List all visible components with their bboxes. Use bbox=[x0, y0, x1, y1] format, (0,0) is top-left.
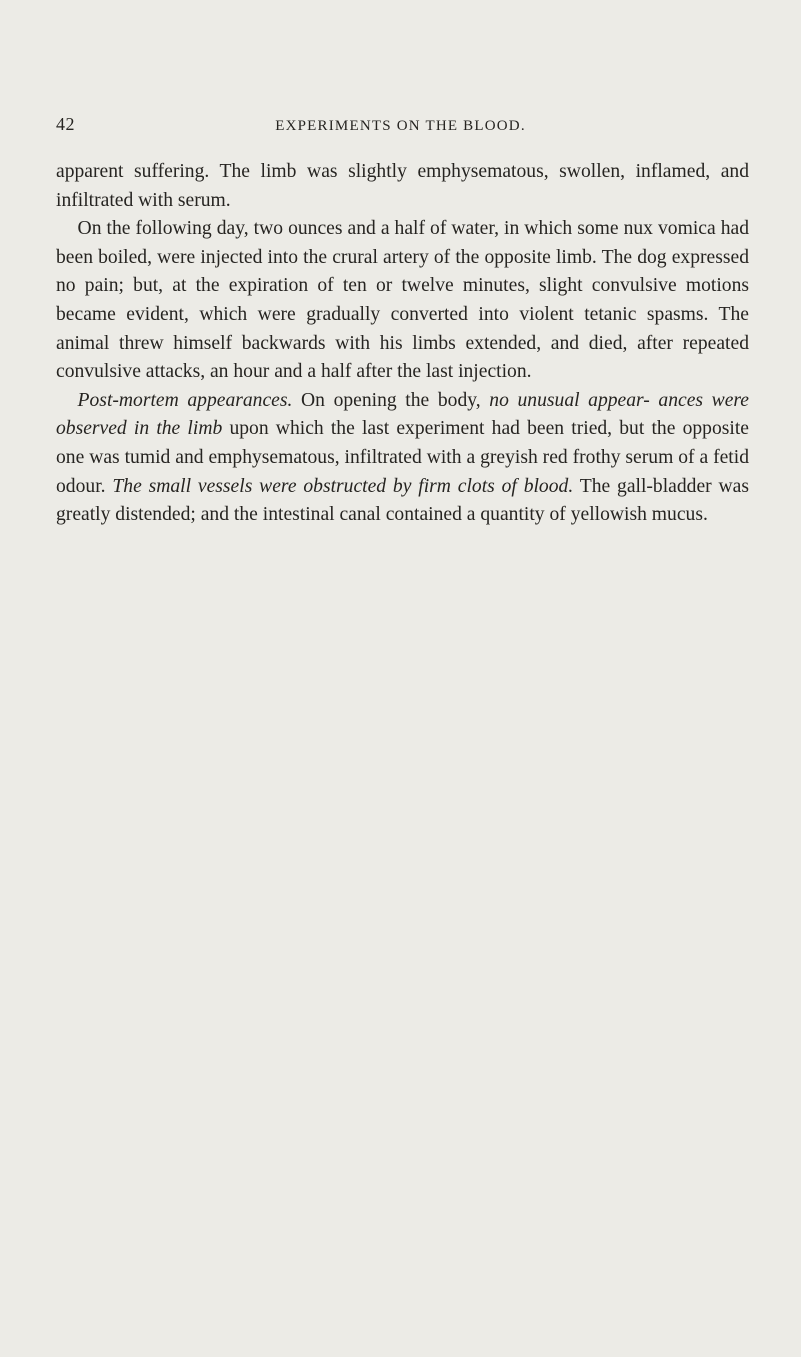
post-mortem-text-b: upon which the last experiment had been tried, but the opposite one was tumid and emphysematous, infiltrated with a greyish red frothy serum of a fetid odour. bbox=[56, 418, 749, 497]
running-head: EXPERIMENTS ON THE BLOOD. bbox=[275, 118, 526, 134]
paragraph-post-mortem bbox=[56, 387, 749, 530]
post-mortem-emphasis-1: no unusual appear- ances were observed in the limb bbox=[56, 389, 750, 440]
post-mortem-text-c: The gall-bladder was greatly distended; and the intestinal canal contained a quantity of yellowish mucus. bbox=[56, 475, 749, 526]
paragraph-continuation: apparent suffering. The limb was slightly emphysematous, swollen, inflamed, and infiltrated with serum. bbox=[56, 161, 749, 211]
post-mortem-emphasis-2: The small vessels were obstructed by firm clots of blood. bbox=[112, 475, 574, 497]
page-number: 42 bbox=[56, 114, 75, 134]
post-mortem-text-a: On opening the body, bbox=[292, 389, 490, 411]
paragraph-experiment: On the following day, two ounces and a half of water, in which some nux vomica had been boiled, were injected into the crural artery of the opposite limb. The dog expressed no pain; but, at the expiration of ten or twelve minutes, slight convulsive motions became evident, which were gradually converted into violent tetanic spasms. The animal threw himself backwards with his limbs extended, and died, after repeated convulsive attacks, an hour and a half after the last injection. bbox=[56, 218, 749, 383]
post-mortem-heading: Post-mortem appearances. bbox=[77, 389, 293, 411]
body-text bbox=[56, 158, 749, 530]
